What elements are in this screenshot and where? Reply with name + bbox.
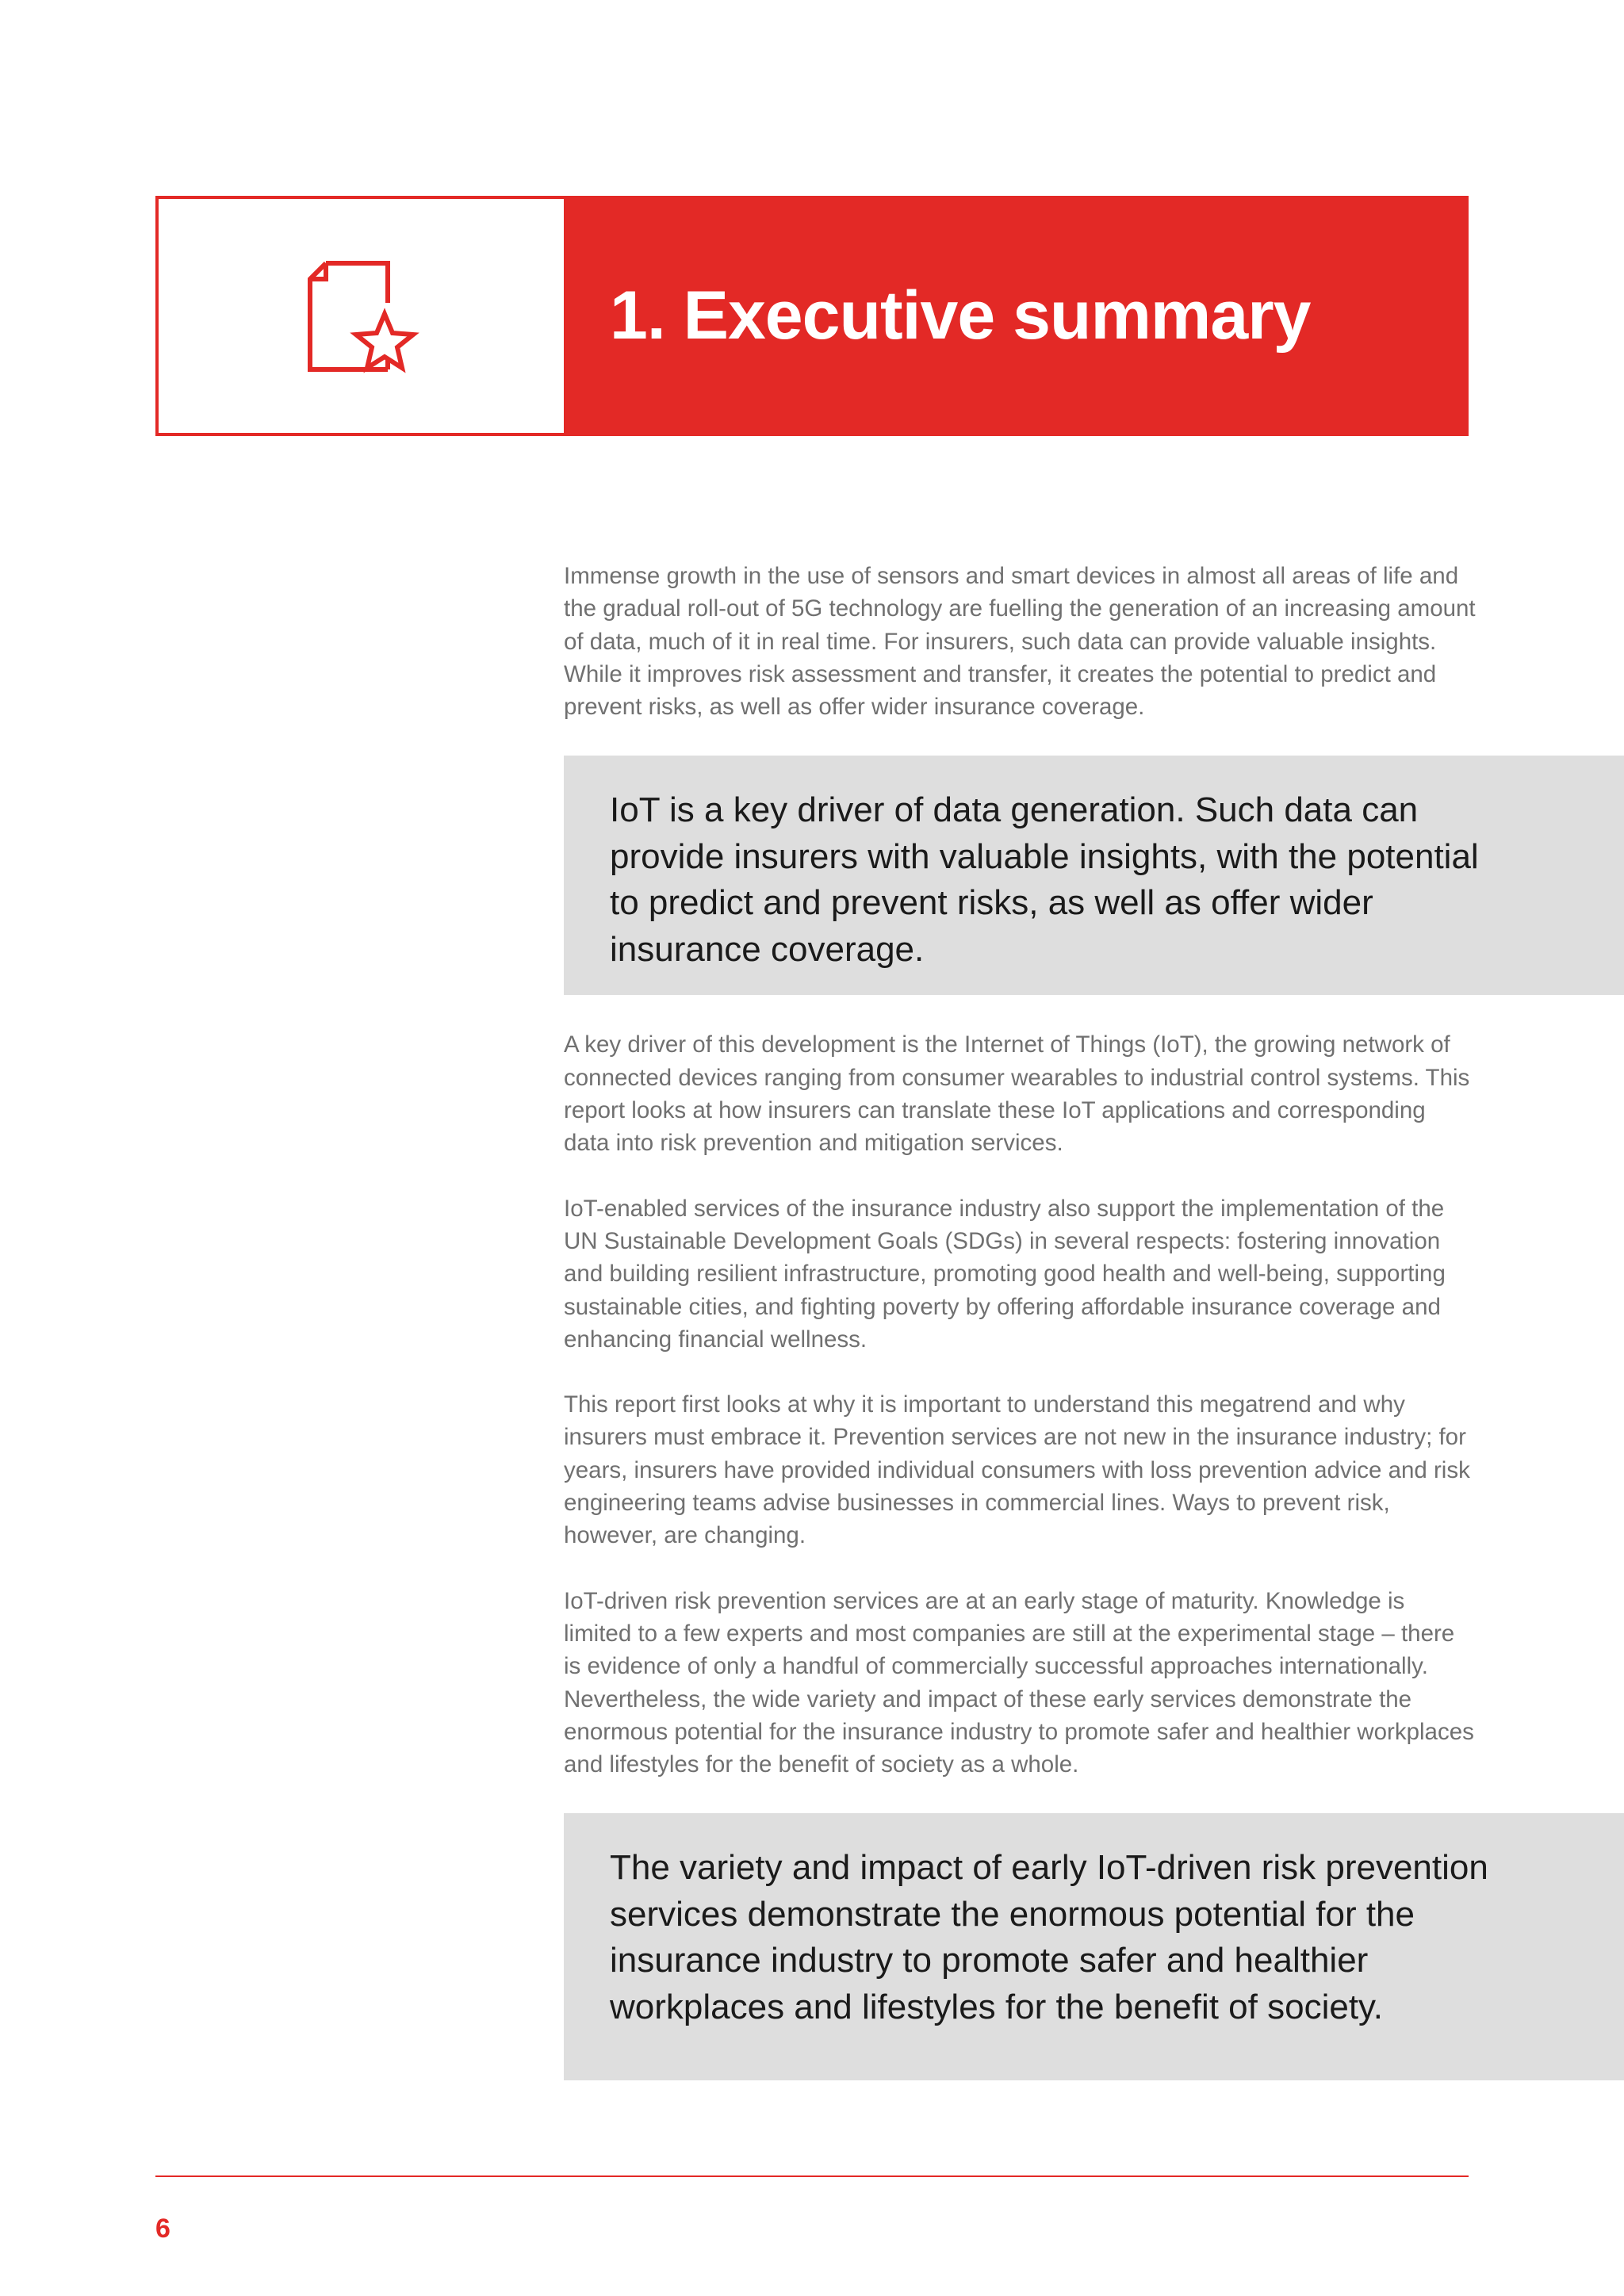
footer-divider bbox=[155, 2175, 1469, 2177]
pull-quote-text: The variety and impact of early IoT-driven risk prevention services demonstrate the enormous potential for the insurance industry to promote safer and healthier workplaces and lifestyles for the benefit of society. bbox=[610, 1848, 1488, 2026]
main-content bbox=[564, 560, 1624, 2114]
body-paragraph: IoT-enabled services of the insurance industry also support the implementation of the UN Sustainable Development Goals (SDGs) in several respects: fostering innovation and building resilient infrastructure, promoting good health and well-being, supporting sustainable cities, and fighting poverty by offering affordable insurance coverage and enhancing financial wellness. bbox=[564, 1195, 1446, 1353]
pull-quote-text: IoT is a key driver of data generation. Such data can provide insurers with valuable insights, with the potential to predict and prevent risks, as well as offer wider insurance coverage. bbox=[610, 790, 1479, 969]
body-paragraph: IoT-driven risk prevention services are at an early stage of maturity. Knowledge is limited to a few experts and most companies are still at the experimental stage – there is evidence of only a handful of commercially successful approaches internationally. Nevertheless, the wide variety and impact of these early services demonstrate the enormous potential for the insurance industry to promote safer and healthier workplaces and lifestyles for the benefit of society as a whole. bbox=[564, 1587, 1474, 1778]
page-number: 6 bbox=[155, 2214, 170, 2244]
pull-quote bbox=[564, 1813, 1624, 2080]
intro-paragraph: Immense growth in the use of sensors and smart devices in almost all areas of life and the gradual roll-out of 5G technology are fuelling the generation of an increasing amount of data, much of it in real time. For insurers, such data can provide valuable insights. While it improves risk assessment and transfer, it creates the potential to predict and prevent risks, as well as offer wider insurance coverage. bbox=[564, 563, 1476, 721]
section-header bbox=[155, 196, 1469, 436]
pull-quote bbox=[564, 756, 1624, 995]
section-icon-box bbox=[155, 196, 564, 436]
title-banner bbox=[564, 196, 1469, 436]
document-star-icon bbox=[294, 241, 429, 392]
page-title: 1. Executive summary bbox=[610, 277, 1311, 354]
body-paragraph: A key driver of this development is the Internet of Things (IoT), the growing network of connected devices ranging from consumer wearables to industrial control systems. This report looks at how insurers can translate these IoT applications and corresponding data into risk prevention and mitigation services. bbox=[564, 1031, 1470, 1157]
body-paragraph: This report first looks at why it is important to understand this megatrend and why insurers must embrace it. Prevention services are not new in the insurance industry; for years, insurers have provided individual consumers with loss prevention advice and risk engineering teams advise businesses in commercial lines. Ways to prevent risk, however, are changing. bbox=[564, 1391, 1470, 1549]
